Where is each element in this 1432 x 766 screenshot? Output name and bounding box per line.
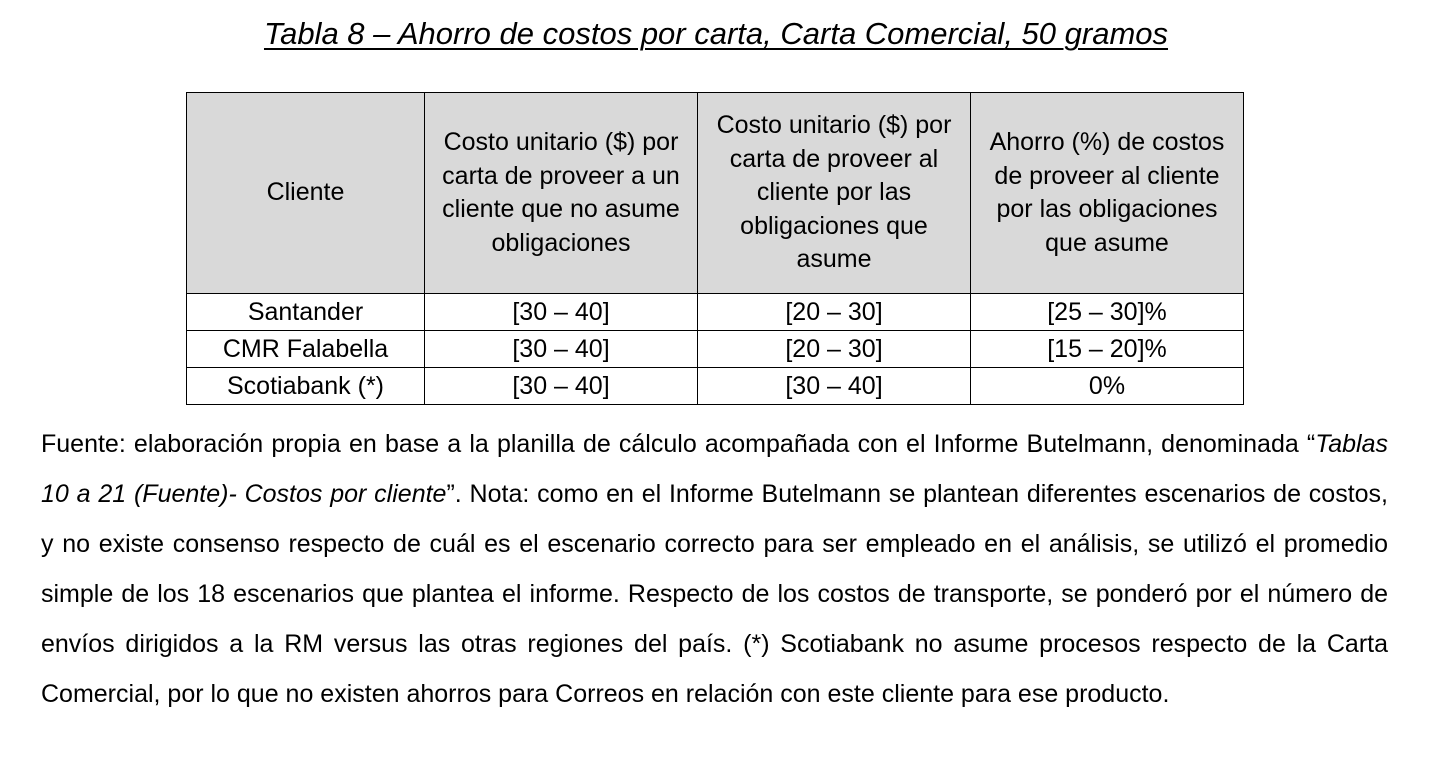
source-note: [41, 419, 1388, 719]
source-italic-reference: Tablas 10 a 21 (Fuente)- Costos por cliente: [41, 430, 1388, 508]
cell-ahorro: [25 – 30]%: [971, 294, 1244, 331]
cell-costo-asume: [20 – 30]: [698, 294, 971, 331]
table-title: Tabla 8 – Ahorro de costos por carta, Carta Comercial, 50 gramos: [263, 16, 1169, 51]
table-header-row: [187, 93, 1244, 294]
cell-costo-asume: [20 – 30]: [698, 331, 971, 368]
cell-ahorro: 0%: [971, 368, 1244, 405]
cell-cliente: Scotiabank (*): [187, 368, 425, 405]
header-costo-no-asume: Costo unitario ($) por carta de proveer a un cliente que no asume obligaciones: [425, 93, 698, 294]
cell-ahorro: [15 – 20]%: [971, 331, 1244, 368]
header-cliente: Cliente: [187, 93, 425, 294]
table-row: [187, 331, 1244, 368]
source-text-end: ”. Nota: como en el Informe Butelmann se plantean diferentes escenarios de costos, y no existe consenso respecto de cuál es el escenario correcto para ser empleado en el análisis, se utilizó el promedio simple de los 18 escenarios que plantea el informe. Respecto de los costos de transporte, se ponderó por el número de envíos dirigidos a la RM versus las otras regiones del país. (*) Scotiabank no asume procesos respecto de la Carta Comercial, por lo que no existen ahorros para Correos en relación con este cliente para ese producto.: [41, 480, 1388, 708]
header-costo-asume: Costo unitario ($) por carta de proveer al cliente por las obligaciones que asume: [698, 93, 971, 294]
cell-costo-asume: [30 – 40]: [698, 368, 971, 405]
cost-savings-table: [186, 92, 1244, 405]
source-text-start: Fuente: elaboración propia en base a la planilla de cálculo acompañada con el Informe Butelmann, denominada “: [41, 430, 1316, 458]
header-ahorro: Ahorro (%) de costos de proveer al cliente por las obligaciones que asume: [971, 93, 1244, 294]
cell-costo-no-asume: [30 – 40]: [425, 294, 698, 331]
cell-costo-no-asume: [30 – 40]: [425, 331, 698, 368]
table-row: [187, 368, 1244, 405]
table-row: [187, 294, 1244, 331]
cell-cliente: CMR Falabella: [187, 331, 425, 368]
cell-costo-no-asume: [30 – 40]: [425, 368, 698, 405]
cell-cliente: Santander: [187, 294, 425, 331]
